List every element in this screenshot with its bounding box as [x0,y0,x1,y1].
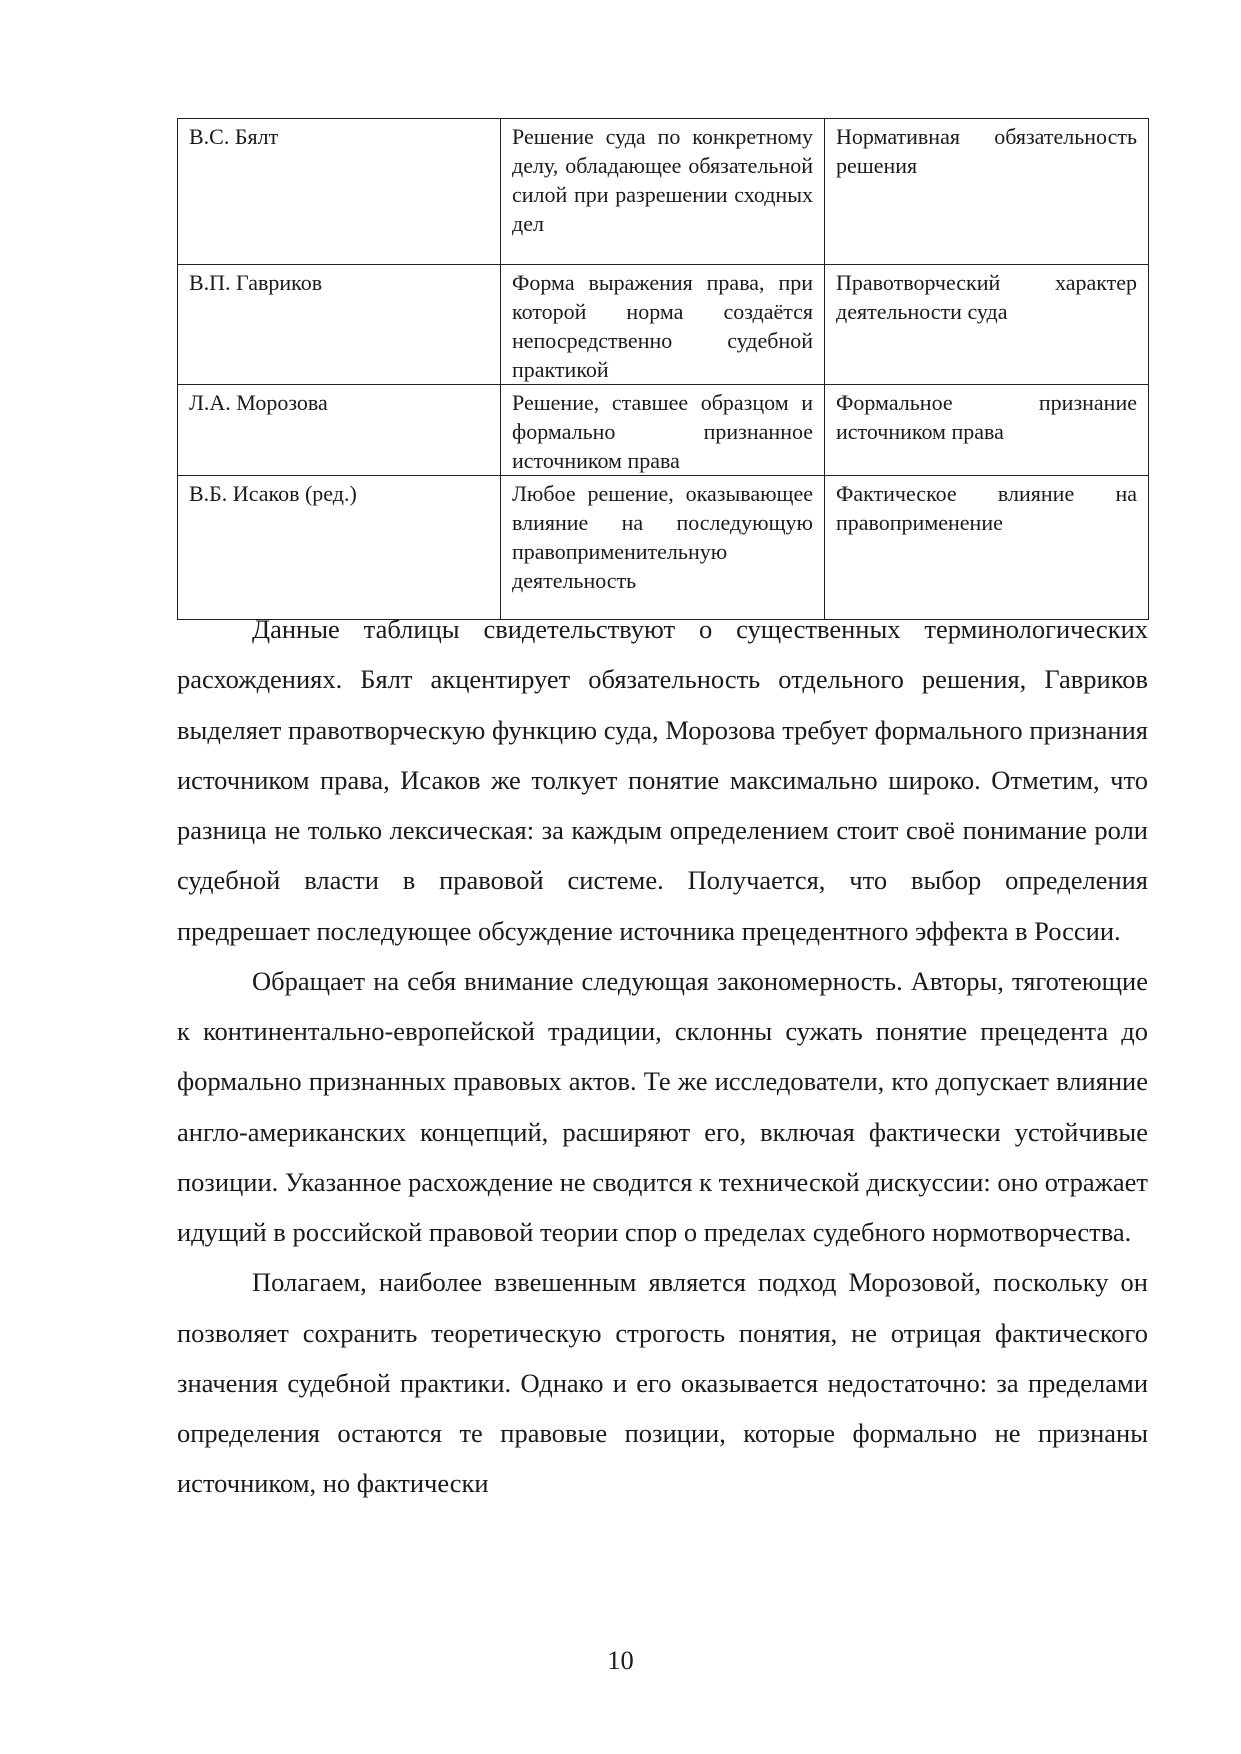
table-cell-criterion: Нормативная обязательность решения [825,119,1149,265]
table-cell-criterion: Формальное признание источником права [825,385,1149,476]
table-row [178,385,1149,476]
paragraph: Полагаем, наиболее взвешенным является подход Морозовой, поскольку он позволяет сохранить теоретическую строгость понятия, не отрицая фактического значения судебной практики. Однако и его оказывается недостаточно: за пределами определения остаются те правовые позиции, которые формально не признаны источником, но фактически [177,1267,1148,1499]
table-row [178,119,1149,265]
table-cell-definition: Форма выражения права, при которой норма создаётся непосредственно судебной практикой [501,265,825,385]
page-number: 10 [607,1645,634,1675]
table-row [178,476,1149,620]
paragraph: Обращает на себя внимание следующая закономерность. Авторы, тяготеющие к континентально-европейской традиции, склонны сужать понятие прецедента до формально признанных правовых актов. Те же исследователи, кто допускает влияние англо-американских концепций, расширяют его, включая фактически устойчивые позиции. Указанное расхождение не сводится к технической дискуссии: оно отражает идущий в российской правовой теории спор о пределах судебного нормотворчества. [177,965,1148,1247]
table-cell-author: В.С. Бялт [178,119,501,265]
table-cell-author: В.П. Гавриков [178,265,501,385]
table-cell-definition: Решение, ставшее образцом и формально признанное источником права [501,385,825,476]
definitions-table [177,118,1149,620]
table-cell-definition: Решение суда по конкретному делу, обладающее обязательной силой при разрешении сходных дел [501,119,825,265]
table-cell-definition: Любое решение, оказывающее влияние на последующую правоприменительную деятельность [501,476,825,620]
table-cell-author: В.Б. Исаков (ред.) [178,476,501,620]
table-cell-author: Л.А. Морозова [178,385,501,476]
table-row [178,265,1149,385]
paragraph: Данные таблицы свидетельствуют о существенных терминологических расхождениях. Бялт акцентирует обязательность отдельного решения, Гавриков выделяет правотворческую функцию суда, Морозова требует формального признания источником права, Исаков же толкует понятие максимально широко. Отметим, что разница не только лексическая: за каждым определением стоит своё понимание роли судебной власти в правовой системе. Получается, что выбор определения предрешает последующее обсуждение источника прецедентного эффекта в России. [177,614,1148,946]
table-cell-criterion: Правотворческий характер деятельности суда [825,265,1149,385]
body-text [177,604,1148,1509]
table-cell-criterion: Фактическое влияние на правоприменение [825,476,1149,620]
